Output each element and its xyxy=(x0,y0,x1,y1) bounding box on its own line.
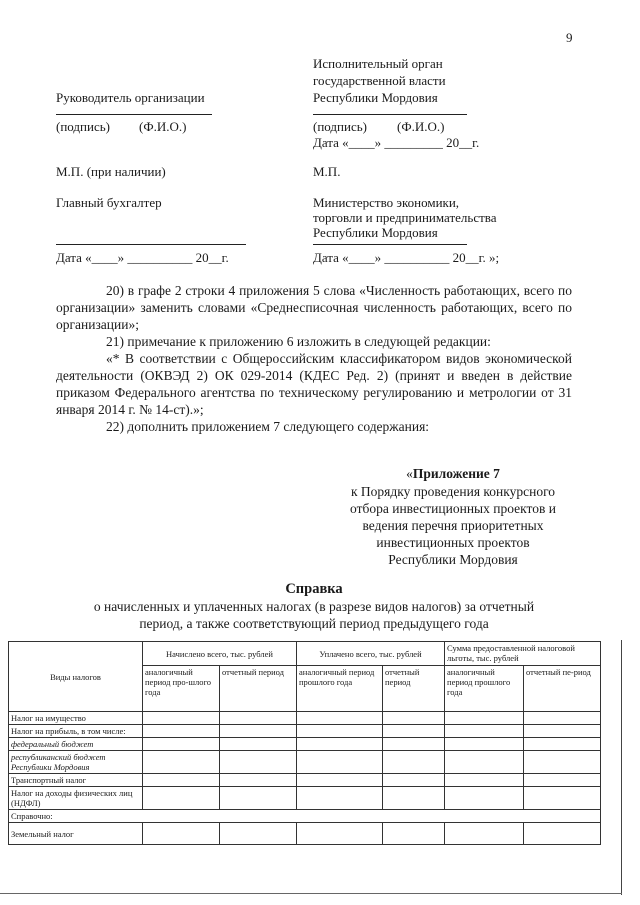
authority-line-1: Исполнительный орган xyxy=(313,56,443,71)
ministry-line-1: Министерство экономики, xyxy=(313,195,460,210)
reference-subtitle-1: о начисленных и уплаченных налогах (в разрезе видов налогов) за отчетный xyxy=(93,599,535,614)
table-cell xyxy=(297,774,383,787)
authority-line-3: Республики Мордовия xyxy=(313,90,438,105)
table-cell xyxy=(445,787,524,810)
header-accrued-prev: аналогичный период про-шлого года xyxy=(143,666,220,712)
table-cell xyxy=(220,738,297,751)
row-label: Налог на прибыль, в том числе: xyxy=(9,725,143,738)
table-cell xyxy=(445,774,524,787)
table-cell xyxy=(297,823,383,845)
row-label: Транспортный налог xyxy=(9,774,143,787)
header-accrued: Начислено всего, тыс. рублей xyxy=(143,642,297,666)
table-cell xyxy=(383,738,445,751)
table-cell xyxy=(524,725,601,738)
table-cell xyxy=(445,823,524,845)
scan-edge-right xyxy=(621,640,622,895)
tax-table xyxy=(8,641,601,845)
accountant-signature-line xyxy=(56,244,246,245)
table-cell xyxy=(383,787,445,810)
table-cell xyxy=(383,725,445,738)
right-stamp: М.П. xyxy=(313,164,341,179)
table-cell xyxy=(524,823,601,845)
left-stamp: М.П. (при наличии) xyxy=(56,164,166,179)
table-cell xyxy=(297,787,383,810)
table-cell xyxy=(220,823,297,845)
header-paid-report: отчетный период xyxy=(383,666,445,712)
reference-subtitle-2: период, а также соответствующий период предыдущего года xyxy=(139,616,489,631)
table-cell xyxy=(445,725,524,738)
header-paid-prev: аналогичный период прошлого года xyxy=(297,666,383,712)
table-cell xyxy=(524,787,601,810)
page-number: 9 xyxy=(566,30,573,45)
appendix-line-3: ведения перечня приоритетных xyxy=(362,518,544,533)
table-cell xyxy=(220,712,297,725)
table-row xyxy=(9,787,601,810)
right-date-line-1: Дата «____» _________ 20__г. xyxy=(313,135,480,150)
appendix-line-1: к Порядку проведения конкурсного xyxy=(350,484,556,499)
row-label: Налог на имущество xyxy=(9,712,143,725)
right-name-label: (Ф.И.О.) xyxy=(397,119,445,134)
table-cell xyxy=(143,823,220,845)
table-row xyxy=(9,712,601,725)
table-cell xyxy=(445,712,524,725)
header-tax-types: Виды налогов xyxy=(9,642,143,712)
table-cell xyxy=(297,751,383,774)
item-20 xyxy=(56,282,572,333)
table-cell xyxy=(383,823,445,845)
accountant-title: Главный бухгалтер xyxy=(56,195,162,210)
appendix-quote-mark: « xyxy=(406,466,413,481)
item-21-text: 21) примечание к приложению 6 изложить в следующей редакции: xyxy=(106,334,491,349)
table-cell xyxy=(143,712,220,725)
table-row xyxy=(9,738,601,751)
row-label: федеральный бюджет xyxy=(9,738,143,751)
table-cell xyxy=(143,725,220,738)
item-21 xyxy=(56,333,572,350)
row-label: республиканский бюджет Республики Мордовия xyxy=(9,751,143,774)
table-cell xyxy=(383,712,445,725)
appendix-title-text: Приложение 7 xyxy=(412,466,500,481)
table-cell xyxy=(383,751,445,774)
right-date-line-2: Дата «____» __________ 20__г. »; xyxy=(313,250,500,265)
header-benefit: Сумма предоставленной налоговой льготы, тыс. рублей xyxy=(445,642,601,666)
item-22 xyxy=(56,418,572,435)
row-label: Справочно: xyxy=(9,810,601,823)
table-cell xyxy=(220,774,297,787)
table-row xyxy=(9,774,601,787)
table-cell xyxy=(220,725,297,738)
header-accrued-report: отчетный период xyxy=(220,666,297,712)
table-row xyxy=(9,751,601,774)
ministry-signature-line xyxy=(313,244,467,245)
appendix-line-5: Республики Мордовия xyxy=(388,552,518,567)
table-cell xyxy=(143,751,220,774)
reference-title: Справка xyxy=(285,581,343,597)
row-label: Земельный налог xyxy=(9,823,143,845)
table-cell xyxy=(297,712,383,725)
table-row xyxy=(9,823,601,845)
table-cell xyxy=(143,787,220,810)
left-name-label: (Ф.И.О.) xyxy=(139,119,187,134)
table-cell xyxy=(524,712,601,725)
table-cell xyxy=(297,738,383,751)
signature-line-right xyxy=(313,114,467,115)
table-cell xyxy=(524,738,601,751)
item-21-quote-text: «* В соответствии с Общероссийским классификатором видов экономической деятельности (ОКВЭД 2) ОК 029-2014 (КДЕС Ред. 2) (принят и введен в действие приказом Федерального агентства по техническому регулированию и метрологии от 31 января 2014 г. № 14-ст).»; xyxy=(56,351,572,417)
table-cell xyxy=(383,774,445,787)
table-cell xyxy=(524,774,601,787)
head-title: Руководитель организации xyxy=(56,90,205,105)
item-20-text: 20) в графе 2 строки 4 приложения 5 слова «Численность работающих, всего по организации» заменить словами «Среднесписочная численность работающих, всего по организации»; xyxy=(56,283,572,332)
left-signature-label: (подпись) xyxy=(56,119,110,134)
authority-line-2: государственной власти xyxy=(313,73,446,88)
table-row xyxy=(9,810,601,823)
table-cell xyxy=(220,787,297,810)
appendix-line-2: отбора инвестиционных проектов и xyxy=(350,501,556,516)
header-benefit-report: отчетный пе-риод xyxy=(524,666,601,712)
signature-line-left xyxy=(56,114,212,115)
right-signature-label: (подпись) xyxy=(313,119,367,134)
table-cell xyxy=(143,738,220,751)
appendix-title xyxy=(318,466,588,482)
table-cell xyxy=(524,751,601,774)
item-22-text: 22) дополнить приложением 7 следующего содержания: xyxy=(106,419,430,434)
row-label: Налог на доходы физических лиц (НДФЛ) xyxy=(9,787,143,810)
table-header-row-1 xyxy=(9,642,601,666)
table-cell xyxy=(297,725,383,738)
table-row xyxy=(9,725,601,738)
scan-edge-bottom xyxy=(0,893,622,894)
item-21-quote xyxy=(56,350,572,418)
appendix-line-4: инвестиционных проектов xyxy=(376,535,530,550)
table-cell xyxy=(220,751,297,774)
ministry-line-2: торговли и предпринимательства xyxy=(313,210,497,225)
table-cell xyxy=(445,738,524,751)
left-date-line: Дата «____» __________ 20__г. xyxy=(56,250,229,265)
ministry-line-3: Республики Мордовия xyxy=(313,225,438,240)
header-benefit-prev: аналогичный период прошлого года xyxy=(445,666,524,712)
header-paid: Уплачено всего, тыс. рублей xyxy=(297,642,445,666)
table-cell xyxy=(143,774,220,787)
table-cell xyxy=(445,751,524,774)
